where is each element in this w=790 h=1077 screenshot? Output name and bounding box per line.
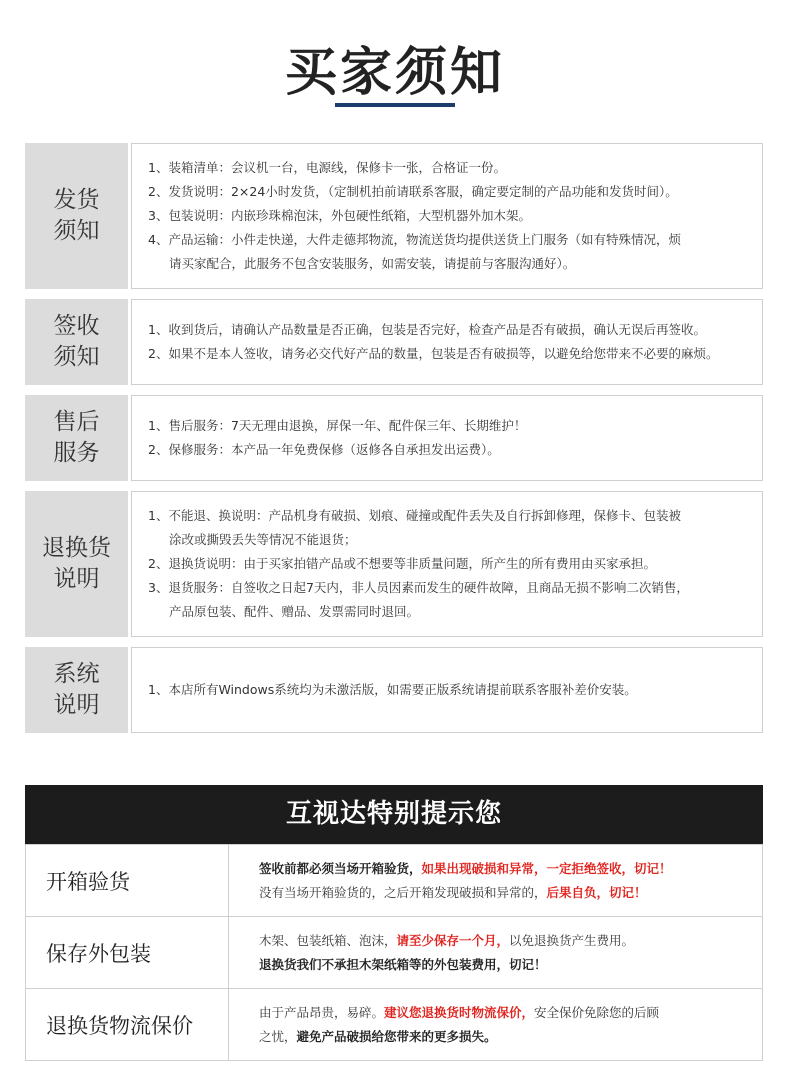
- section-label: [25, 299, 128, 385]
- tip-text: 签收前都必须当场开箱验货，: [259, 860, 422, 876]
- section-label: [25, 491, 128, 637]
- list-item: 1、装箱清单：会议机一台，电源线，保修卡一张，合格证一份。: [148, 160, 506, 175]
- title-underline: [335, 103, 455, 107]
- tip-text: 之忧，: [259, 1028, 297, 1044]
- label-line-2: 服务: [53, 440, 100, 466]
- label-line-1: 退换货: [42, 534, 111, 561]
- list-item: 2、如果不是本人签收，请务必交代好产品的数量，包装是否有破损等，以避免给您带来不必要的麻烦。: [148, 346, 719, 361]
- section-label: [25, 395, 128, 481]
- page-title: 买家须知: [284, 43, 505, 103]
- tip-text: 由于产品昂贵，易碎。: [259, 1004, 385, 1020]
- tip-warning: 如果出现破损和异常，一定拒绝签收，切记！: [421, 860, 672, 876]
- section-content: [131, 143, 763, 289]
- tips-row-content: [229, 845, 762, 916]
- label-line-1: 系统: [53, 660, 100, 687]
- section-content: [131, 491, 763, 637]
- list-item: 2、保修服务：本产品一年免费保修（返修各自承担发出运费）。: [148, 442, 500, 457]
- label-line-1: 发货: [53, 186, 100, 213]
- section-content: [131, 647, 763, 733]
- section-receipt: [25, 299, 763, 385]
- list-item: 1、不能退、换说明：产品机身有破损、划痕、碰撞或配件丢失及自行拆卸修理，保修卡、包装被: [148, 508, 681, 523]
- tip-text: 以免退换货产生费用。: [509, 932, 635, 948]
- tips-row-content: [229, 917, 762, 988]
- list-item: 1、收到货后，请确认产品数量是否正确，包装是否完好，检查产品是否有破损，确认无误后再签收。: [148, 322, 706, 337]
- section-content: [131, 395, 763, 481]
- table-row: [26, 988, 762, 1060]
- tip-text: 木架、包装纸箱、泡沫，: [259, 932, 397, 948]
- list-item-continuation: 产品原包装、配件、赠品、发票需同时退回。: [169, 604, 420, 619]
- list-item-continuation: 涂改或撕毁丢失等情况不能退货；: [169, 532, 357, 547]
- label-line-2: 须知: [53, 218, 100, 244]
- tip-warning: 建议您退换货时物流保价，: [384, 1004, 535, 1020]
- tip-text: 避免产品破损给您带来的更多损失。: [296, 1028, 497, 1044]
- label-line-2: 须知: [53, 344, 100, 370]
- tip-warning: 后果自负，切记！: [546, 884, 647, 900]
- section-returns: [25, 491, 763, 637]
- list-item: 1、售后服务：7天无理由退换，屏保一年、配件保三年、长期维护！: [148, 418, 527, 433]
- label-line-2: 说明: [53, 566, 100, 592]
- list-item: 1、本店所有Windows系统均为未激活版，如需要正版系统请提前联系客服补差价安装。: [148, 682, 637, 697]
- tip-text: 退换货我们不承担木架纸箱等的外包装费用，切记！: [259, 956, 547, 972]
- tips-row-label: 退换货物流保价: [26, 989, 229, 1060]
- section-content: [131, 299, 763, 385]
- tips-heading: 互视达特别提示您: [25, 785, 763, 844]
- tip-text: 安全保价免除您的后顾: [534, 1004, 660, 1020]
- list-item: 2、退换货说明：由于买家拍错产品或不想要等非质量问题，所产生的所有费用由买家承担。: [148, 556, 656, 571]
- table-row: [26, 844, 762, 916]
- list-item-continuation: 请买家配合，此服务不包含安装服务，如需安装，请提前与客服沟通好）。: [169, 256, 576, 271]
- section-label: [25, 647, 128, 733]
- tip-warning: 请至少保存一个月，: [396, 932, 510, 948]
- tips-row-content: [229, 989, 762, 1060]
- section-system: [25, 647, 763, 733]
- tips-row-label: 开箱验货: [26, 845, 229, 916]
- label-line-2: 说明: [53, 692, 100, 718]
- list-item: 3、退货服务：自签收之日起7天内，非人员因素而发生的硬件故障，且商品无损不影响二次销售，: [148, 580, 689, 595]
- section-shipping: [25, 143, 763, 289]
- list-item: 4、产品运输：小件走快递，大件走德邦物流，物流送货均提供送货上门服务（如有特殊情况，烦: [148, 232, 681, 247]
- tips-row-label: 保存外包装: [26, 917, 229, 988]
- list-item: 3、包装说明：内嵌珍珠棉泡沫，外包硬性纸箱，大型机器外加木架。: [148, 208, 531, 223]
- label-line-1: 签收: [53, 312, 100, 339]
- list-item: 2、发货说明：2×24小时发货，（定制机拍前请联系客服，确定要定制的产品功能和发货时间）。: [148, 184, 678, 199]
- section-after-sales: [25, 395, 763, 481]
- section-label: [25, 143, 128, 289]
- tip-text: 没有当场开箱验货的，之后开箱发现破损和异常的，: [259, 884, 547, 900]
- label-line-1: 售后: [53, 408, 100, 435]
- table-row: [26, 916, 762, 988]
- tips-table: [25, 844, 763, 1061]
